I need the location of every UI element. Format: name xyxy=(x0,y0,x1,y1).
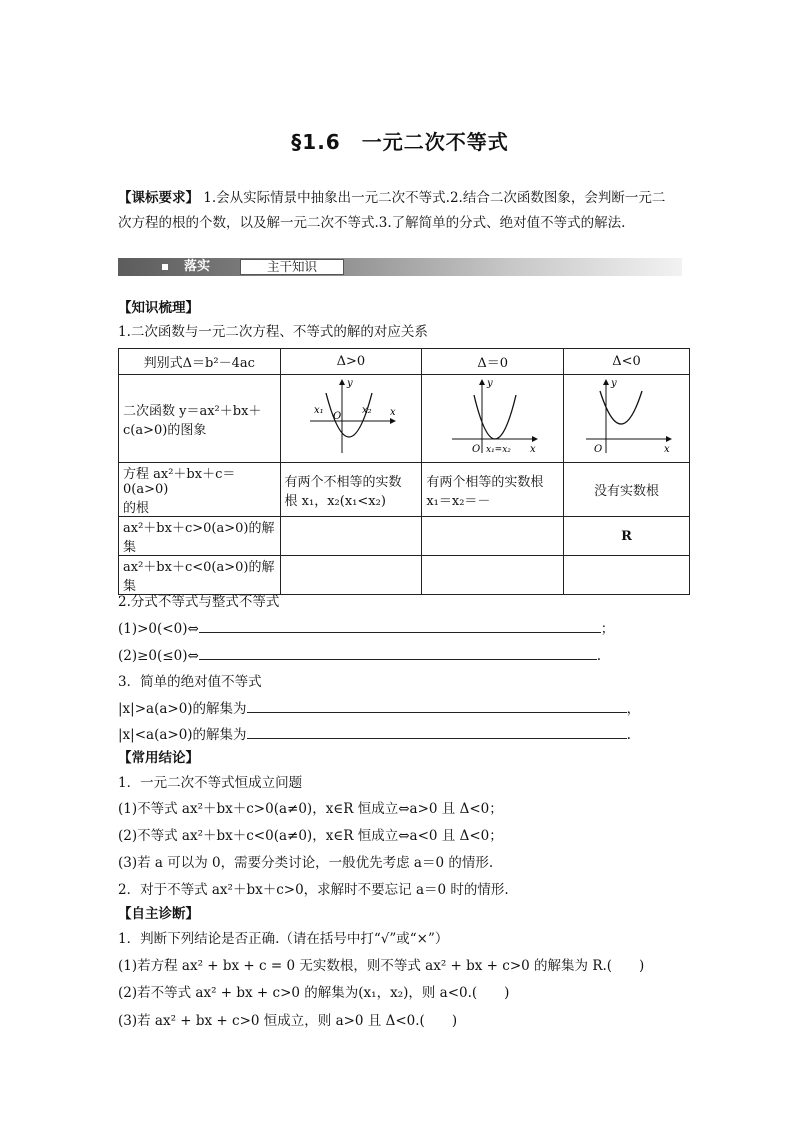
course-requirements xyxy=(118,186,682,236)
x-axis-label: x xyxy=(663,443,670,455)
parabola-no-root-graph xyxy=(582,377,672,457)
root-x2-label: x₂ xyxy=(361,404,372,416)
conclusion-line-5: 2．对于不等式 ax²＋bx＋c>0，求解时不要忘记 a＝0 时的情形. xyxy=(118,882,509,898)
conclusions-heading: 【常用结论】 xyxy=(118,750,199,766)
x-axis-label: x xyxy=(389,406,396,418)
x-axis-arrow-icon xyxy=(532,436,538,442)
page-title: §1.6 一元二次不等式 xyxy=(291,130,509,154)
origin-label: O xyxy=(471,443,480,455)
table-cell xyxy=(280,375,422,463)
selfcheck-heading: 【自主诊断】 xyxy=(118,906,199,922)
y-axis-label: y xyxy=(346,377,353,389)
table-cell: ax²＋bx＋c<0(a>0)的解集 xyxy=(119,556,281,595)
table-cell xyxy=(422,517,564,556)
origin-label: O xyxy=(593,443,602,455)
conclusion-line-4: (3)若 a 可以为 0，需要分类讨论，一般优先考虑 a＝0 的情形. xyxy=(118,855,494,871)
fraction-line-1: (1)>0(<0)⇔ ； xyxy=(118,618,614,639)
answer-blank xyxy=(247,724,627,739)
table-cell: 方程 ax²＋bx＋c＝0(a>0) 的根 xyxy=(119,463,281,517)
table-row xyxy=(119,375,690,463)
y-axis-arrow-icon xyxy=(603,379,609,385)
y-axis-arrow-icon xyxy=(339,379,345,385)
answer-blank xyxy=(199,645,597,660)
x-axis-label: x xyxy=(529,443,536,455)
root-x1-label: x₁ xyxy=(313,404,324,416)
parabola-double-root-graph xyxy=(448,377,538,457)
selfcheck-line-4: (3)若 ax² + bx + c>0 恒成立，则 a>0 且 Δ<0.( ) xyxy=(118,1013,458,1029)
knowledge-item-3: 3．简单的绝对值不等式 xyxy=(118,674,262,690)
conclusion-line-1: 1．一元二次不等式恒成立问题 xyxy=(118,775,303,791)
table-cell: 没有实数根 xyxy=(564,463,690,517)
y-axis-label: y xyxy=(486,377,493,389)
table-cell xyxy=(564,375,690,463)
table-cell: 有两个不相等的实数 根 x₁，x₂(x₁<x₂) xyxy=(280,463,422,517)
requirements-text-1: 1.会从实际情景中抽象出一元二次不等式.2.结合二次函数图象，会判断一元二 xyxy=(199,190,666,206)
abs-line-2: |x|<a(a>0)的解集为 . xyxy=(118,724,631,745)
answer-blank xyxy=(247,698,627,713)
table-row xyxy=(119,463,690,517)
table-cell xyxy=(280,517,422,556)
banner-left-label: 落实 xyxy=(184,259,211,274)
conclusion-line-2: (1)不等式 ax²＋bx＋c>0(a≠0)，x∈R 恒成立⇔a>0 且 Δ<0； xyxy=(118,801,503,817)
table-header-cell: Δ>0 xyxy=(280,349,422,375)
x-axis-arrow-icon xyxy=(666,436,672,442)
requirements-label: 【课标要求】 xyxy=(118,190,199,206)
section-banner xyxy=(118,258,682,276)
conclusion-line-3: (2)不等式 ax²＋bx＋c<0(a≠0)，x∈R 恒成立⇔a<0 且 Δ<0； xyxy=(118,828,503,844)
table-row xyxy=(119,349,690,375)
double-root-label: x₁=x₂ xyxy=(485,444,511,455)
table-header-cell: Δ<0 xyxy=(564,349,690,375)
table-cell: 二次函数 y＝ax²＋bx＋ c(a>0)的图象 xyxy=(119,375,281,463)
answer-blank xyxy=(199,618,601,633)
selfcheck-line-3: (2)若不等式 ax² + bx + c>0 的解集为(x₁，x₂)，则 a<0.( ) xyxy=(118,985,510,1001)
banner-tab-label: 主干知识 xyxy=(240,259,344,275)
knowledge-heading: 【知识梳理】 xyxy=(118,300,199,316)
selfcheck-line-2: (1)若方程 ax² + bx + c = 0 无实数根，则不等式 ax² + bx + c>0 的解集为 R.( ) xyxy=(118,958,645,974)
table-cell: 有两个相等的实数根 x₁＝x₂＝－ xyxy=(422,463,564,517)
table-cell xyxy=(280,556,422,595)
table-header-cell: 判别式Δ＝b²－4ac xyxy=(119,349,281,375)
table-cell: ax²＋bx＋c>0(a>0)的解集 xyxy=(119,517,281,556)
y-axis-arrow-icon xyxy=(479,379,485,385)
table-row xyxy=(119,517,690,556)
table-row xyxy=(119,556,690,595)
y-axis-label: y xyxy=(610,377,617,389)
table-cell: R xyxy=(564,517,690,556)
requirements-text-2: 次方程的根的个数，以及解一元二次不等式.3.了解简单的分式、绝对值不等式的解法. xyxy=(118,215,626,231)
table-cell xyxy=(564,556,690,595)
parabola-two-roots-graph xyxy=(306,377,396,457)
selfcheck-line-1: 1．判断下列结论是否正确.（请在括号中打“√”或“×”） xyxy=(118,931,449,947)
correspondence-table xyxy=(118,348,690,595)
table-header-cell: Δ＝0 xyxy=(422,349,564,375)
banner-square-icon xyxy=(162,264,168,270)
table-cell xyxy=(422,375,564,463)
abs-line-1: |x|>a(a>0)的解集为 ， xyxy=(118,698,640,719)
knowledge-item-2: 2.分式不等式与整式不等式 xyxy=(118,594,280,610)
origin-label: O xyxy=(332,410,342,422)
table-cell xyxy=(422,556,564,595)
parabola-curve xyxy=(474,395,516,439)
x-axis-arrow-icon xyxy=(390,418,396,424)
fraction-line-2: (2)≥0(≤0)⇔ . xyxy=(118,645,601,666)
knowledge-item-1: 1.二次函数与一元二次方程、不等式的解的对应关系 xyxy=(118,324,428,340)
